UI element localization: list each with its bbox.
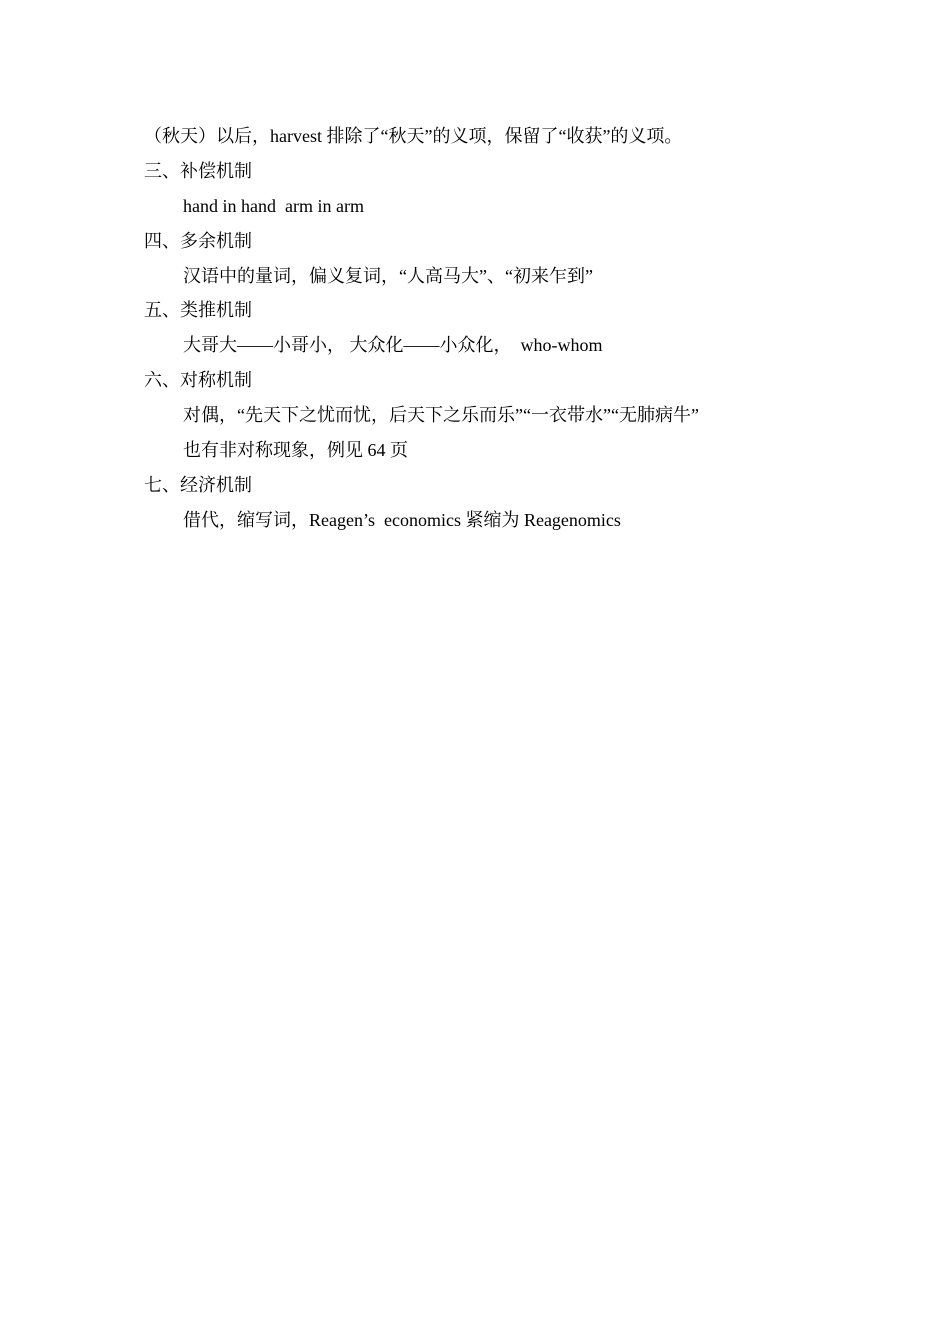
section-body-analogy: 大哥大——小哥小， 大众化——小众化， who-whom xyxy=(183,335,603,355)
section-heading-compensation: 三、补偿机制 xyxy=(144,161,252,181)
section-heading-economy: 七、经济机制 xyxy=(144,475,252,495)
section-heading-analogy: 五、类推机制 xyxy=(144,300,252,320)
section-heading-symmetry: 六、对称机制 xyxy=(144,370,252,390)
section-body-redundancy: 汉语中的量词，偏义复词，“人高马大”、“初来乍到” xyxy=(183,266,593,286)
section-body-economy: 借代，缩写词，Reagen’s economics 紧缩为 Reagenomics xyxy=(183,510,621,530)
section-body-symmetry-line-2: 也有非对称现象，例见 64 页 xyxy=(183,440,408,460)
section-body-compensation: hand in hand arm in arm xyxy=(183,196,364,216)
section-heading-redundancy: 四、多余机制 xyxy=(144,231,252,251)
section-body-symmetry-line-1: 对偶，“先天下之忧而忧，后天下之乐而乐”“一衣带水”“无肺病牛” xyxy=(183,405,699,425)
intro-paragraph-line: （秋天）以后，harvest 排除了“秋天”的义项，保留了“收获”的义项。 xyxy=(144,126,683,146)
